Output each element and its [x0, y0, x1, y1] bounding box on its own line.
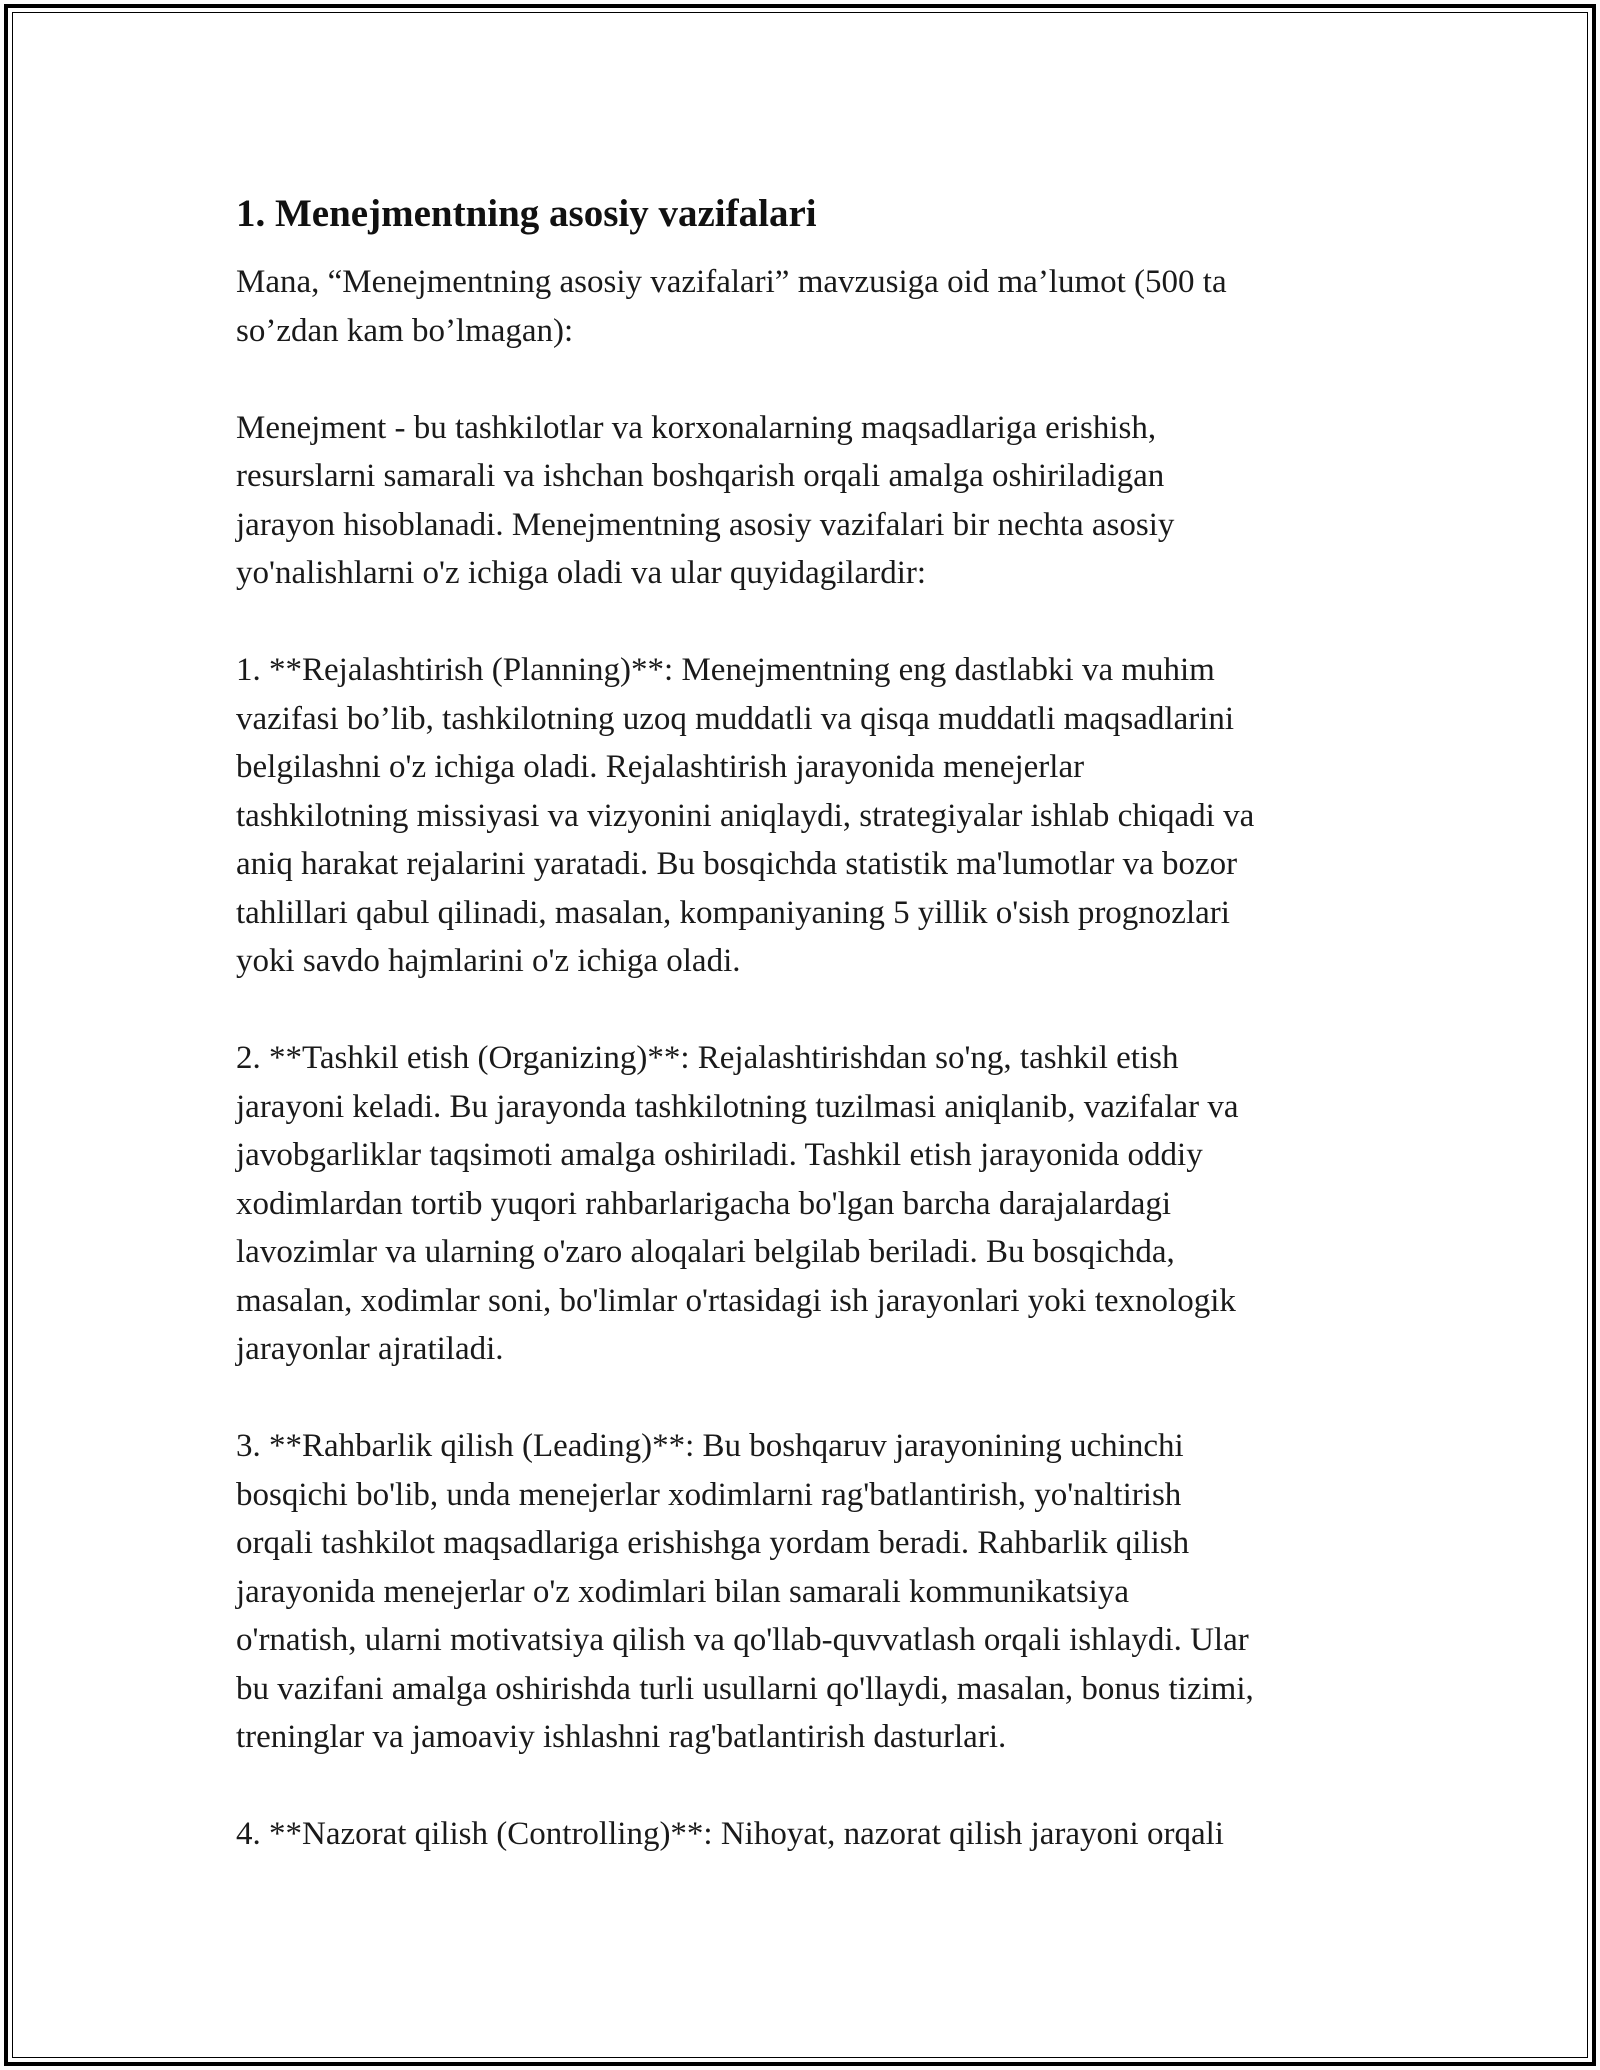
paragraph: [236, 1034, 1386, 1374]
paragraph-line: 2. **Tashkil etish (Organizing)**: Rejalashtirishdan so'ng, tashkil etish: [236, 1040, 1179, 1076]
document-title: 1. Menejmentning asosiy vazifalari: [236, 192, 817, 235]
paragraph-line: lavozimlar va ularning o'zaro aloqalari belgilab beriladi. Bu bosqichda,: [236, 1234, 1175, 1270]
paragraph-line: tashkilotning missiyasi va vizyonini aniqlaydi, strategiyalar ishlab chiqadi va: [236, 797, 1255, 834]
paragraph-line: belgilashni o'z ichiga oladi. Rejalashtirish jarayonida menejerlar: [236, 749, 1085, 785]
paragraph-line: masalan, xodimlar soni, bo'limlar o'rtasidagi ish jarayonlari yoki texnologik: [236, 1282, 1236, 1319]
paragraph-line: xodimlardan tortib yuqori rahbarlarigacha bo'lgan barcha darajalardagi: [236, 1185, 1172, 1222]
paragraph-line: so’zdan kam bo’lmagan):: [236, 312, 574, 349]
paragraph-line: jarayon hisoblanadi. Menejmentning asosiy vazifalari bir nechta asosiy: [236, 506, 1175, 543]
paragraph-line: vazifasi bo’lib, tashkilotning uzoq muddatli va qisqa muddatli maqsadlarini: [236, 700, 1235, 737]
paragraph-line: bu vazifani amalga oshirishda turli usullarni qo'llaydi, masalan, bonus tizimi,: [236, 1670, 1254, 1707]
paragraph-line: tahlillari qabul qilinadi, masalan, kompaniyaning 5 yillik o'sish prognozlari: [236, 894, 1230, 931]
paragraph-line: yo'nalishlarni o'z ichiga oladi va ular quyidagilardir:: [236, 555, 927, 591]
paragraph: [236, 258, 1386, 355]
paragraph: [236, 1422, 1386, 1762]
paragraph-line: bosqichi bo'lib, unda menejerlar xodimlarni rag'batlantirish, yo'naltirish: [236, 1476, 1182, 1513]
paragraph-line: orqali tashkilot maqsadlariga erishishga yordam beradi. Rahbarlik qilish: [236, 1525, 1190, 1561]
paragraph-list: [236, 258, 1386, 1859]
paragraph: [236, 404, 1386, 598]
paragraph-line: aniq harakat rejalarini yaratadi. Bu bosqichda statistik ma'lumotlar va bozor: [236, 846, 1238, 882]
paragraph-line: o'rnatish, ularni motivatsiya qilish va qo'llab-quvvatlash orqali ishlaydi. Ular: [236, 1622, 1249, 1658]
paragraph-line: Menejment - bu tashkilotlar va korxonalarning maqsadlariga erishish,: [236, 409, 1157, 446]
paragraph-line: jarayonlar ajratiladi.: [236, 1331, 504, 1367]
paragraph-line: 1. **Rejalashtirish (Planning)**: Menejmentning eng dastlabki va muhim: [236, 652, 1215, 688]
paragraph-line: javobgarliklar taqsimoti amalga oshiriladi. Tashkil etish jarayonida oddiy: [236, 1137, 1203, 1173]
paragraph: [236, 1810, 1386, 1859]
paragraph-line: treninglar va jamoaviy ishlashni rag'batlantirish dasturlari.: [236, 1719, 1007, 1755]
paragraph-line: jarayoni keladi. Bu jarayonda tashkilotning tuzilmasi aniqlanib, vazifalar va: [236, 1088, 1239, 1125]
paragraph-line: jarayonida menejerlar o'z xodimlari bilan samarali kommunikatsiya: [236, 1573, 1129, 1610]
paragraph-line: resurslarni samarali va ishchan boshqarish orqali amalga oshiriladigan: [236, 458, 1165, 494]
paragraph-line: 3. **Rahbarlik qilish (Leading)**: Bu boshqaruv jarayonining uchinchi: [236, 1428, 1184, 1464]
paragraph-line: 4. **Nazorat qilish (Controlling)**: Nihoyat, nazorat qilish jarayoni orqali: [236, 1816, 1224, 1852]
paragraph-line: Mana, “Menejmentning asosiy vazifalari” mavzusiga oid ma’lumot (500 ta: [236, 264, 1227, 300]
document-content: [236, 186, 1386, 1907]
paragraph: [236, 646, 1386, 986]
paragraph-line: yoki savdo hajmlarini o'z ichiga oladi.: [236, 943, 741, 979]
